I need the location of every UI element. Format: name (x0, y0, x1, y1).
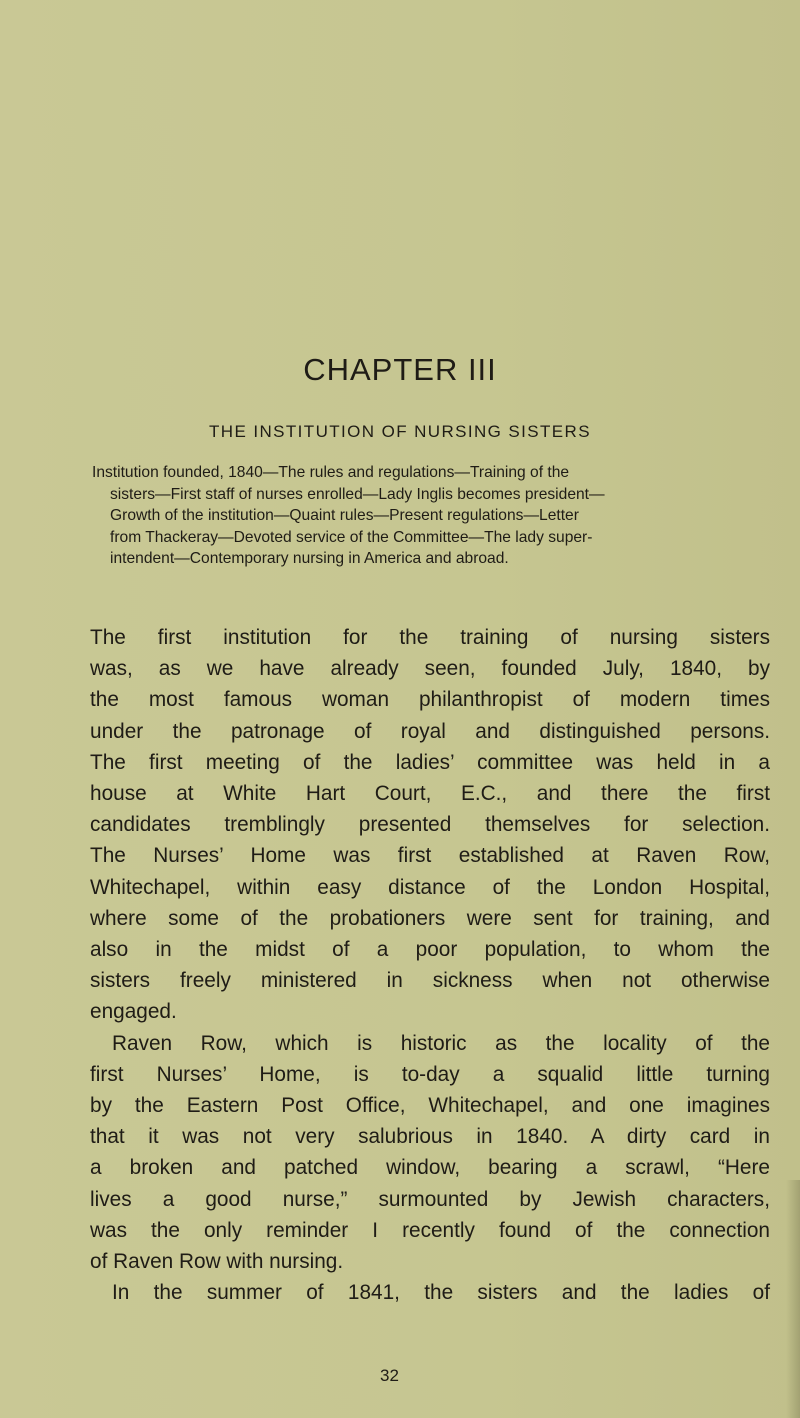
synopsis-line: Institution founded, 1840—The rules and regulations—Training of the (92, 464, 570, 481)
body-line: engaged. (90, 1000, 177, 1024)
body-line: also in the midst of a poor population, to whom the (90, 938, 770, 962)
chapter-title: CHAPTER III (303, 352, 497, 387)
body-line: where some of the probationers were sent for training, and (90, 906, 770, 930)
body-line: under the patronage of royal and distinguished persons. (90, 719, 770, 743)
synopsis-line: Growth of the institution—Quaint rules—Present regulations—Letter (110, 507, 579, 524)
body-line: the most famous woman philanthropist of modern times (90, 688, 770, 712)
body-line: lives a good nurse,” surmounted by Jewish characters, (90, 1187, 770, 1211)
body-line: Raven Row, which is historic as the locality of the (112, 1031, 770, 1055)
body-line: candidates tremblingly presented themselves for selection. (90, 813, 770, 837)
body-line: was the only reminder I recently found of the connection (90, 1218, 770, 1242)
chapter-synopsis (92, 462, 772, 570)
body-line: a broken and patched window, bearing a scrawl, “Here (90, 1156, 770, 1180)
synopsis-line: intendent—Contemporary nursing in America and abroad. (110, 550, 509, 567)
body-line: of Raven Row with nursing. (90, 1250, 344, 1274)
synopsis-line: sisters—First staff of nurses enrolled—Lady Inglis becomes president— (110, 485, 605, 503)
page-number: 32 (380, 1366, 399, 1385)
synopsis-line: from Thackeray—Devoted service of the Committee—The lady super- (110, 528, 593, 546)
body-line: The Nurses’ Home was first established at Raven Row, (90, 844, 770, 868)
body-line: first Nurses’ Home, is to-day a squalid little turning (90, 1062, 770, 1086)
body-line: by the Eastern Post Office, Whitechapel, and one imagines (90, 1094, 770, 1118)
body-text (90, 622, 770, 1308)
body-line: sisters freely ministered in sickness when not otherwise (90, 969, 770, 993)
body-line: The first institution for the training of nursing sisters (90, 626, 770, 649)
page-edge-shadow (786, 1180, 800, 1418)
chapter-subtitle: THE INSTITUTION OF NURSING SISTERS (209, 422, 591, 441)
body-line: that it was not very salubrious in 1840. A dirty card in (90, 1125, 770, 1149)
body-line: house at White Hart Court, E.C., and there the first (90, 782, 770, 806)
body-line: Whitechapel, within easy distance of the London Hospital, (90, 875, 770, 899)
body-line: The first meeting of the ladies’ committee was held in a (90, 750, 770, 774)
body-line: was, as we have already seen, founded July, 1840, by (90, 657, 770, 681)
body-line: In the summer of 1841, the sisters and the ladies of (112, 1281, 770, 1305)
